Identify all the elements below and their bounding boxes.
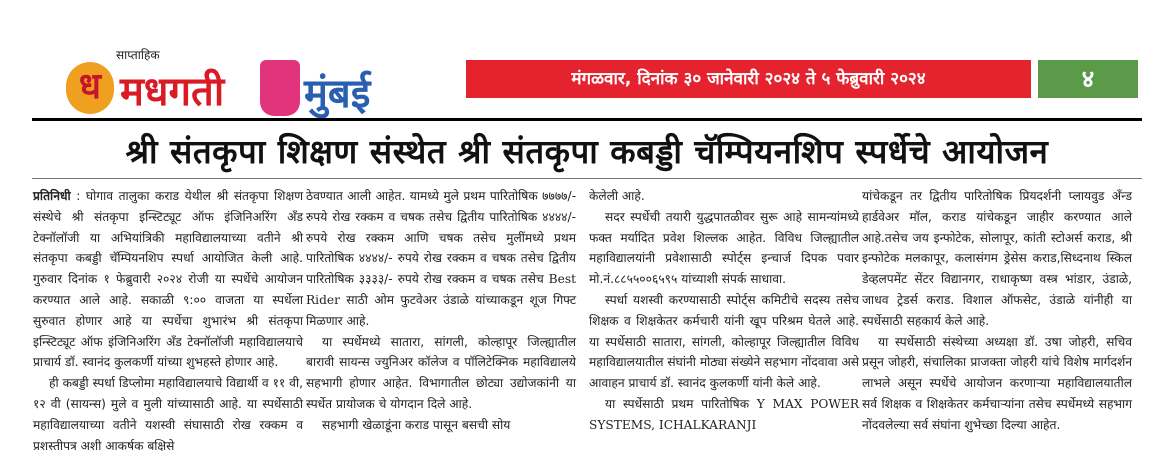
paragraph: सदर स्पर्धेची तयारी युद्धपातळीवर सुरू आहे सामन्यांमध्ये फक्त मर्यादित प्रवेश शिल्लक आहेत. विविध जिल्ह्यातील महाविद्यालयांनी प्रवेशासाठी स्पोर्ट्स इन्चार्ज दिपक पवार मो.नं.८८५५००६५९५ यांच्याशी संपर्क साधावा. bbox=[589, 209, 859, 287]
paragraph: केलेली आहे. bbox=[589, 189, 645, 203]
paragraph-text: साठी ओम फुटवेअर उंडाळे यांच्याकडून शूज गिफ्ट मिळणार आहे. bbox=[306, 292, 577, 328]
raised-fist-icon bbox=[260, 60, 300, 116]
headline: श्री संतकृपा शिक्षण संस्थेत श्री संतकृपा कबड्डी चॅम्पियनशिप स्पर्धेचे आयोजन bbox=[125, 132, 1049, 171]
paragraph bbox=[589, 394, 859, 436]
paragraph-text: : घोगाव तालुका कराड येथील श्री संतकृपा शिक्षण संस्थेचे श्री संतकृपा इन्स्टिट्यूट ऑफ इंजिनिअरिंग अँड टेक्नॉलॉजी या अभियांत्रिकी महाविद्यालयाच्या वतीने श्री संतकृपा कबड्डी चॅम्पियनशिप स्पर्धा आयोजित केली आहे. गुरुवार दिनांक १ फेब्रुवारी २०२४ रोजी या स्पर्धेचे आयोजन करण्यात आले आहे. सकाळी ९:०० वाजता या स्पर्धेला सुरुवात होणार आहे या स्पर्धेचा शुभारंभ श्री संतकृपा इन्स्टिट्यूट ऑफ इंजिनिअरिंग अँड टेक्नॉलॉजी महाविद्यालयाचे प्राचार्य डॉ. स्वानंद कुलकर्णी यांच्या शुभहस्ते होणार आहे. bbox=[33, 189, 304, 370]
paragraph: स्पर्धा यशस्वी करण्यासाठी स्पोर्ट्स कमिटीचे सदस्य तसेच शिक्षक व शिक्षकेतर कर्मचारी यांनी खूप परिश्रम घेतले आहे. या स्पर्धेसाठी सातारा, सांगली, कोल्हापूर जिल्ह्यातील विविध महाविद्यालयातील संघांनी मोठ्या संख्येने सहभाग नोंदवावा असे आवाहन प्राचार्य डॉ. स्वानंद कुलकर्णी यांनी केले आहे. bbox=[589, 292, 859, 391]
best-rider-text: Best Rider bbox=[306, 272, 576, 307]
masthead-rule bbox=[32, 118, 1142, 121]
sponsor-name: Y MAX POWER SYSTEMS, ICHALKARANJI bbox=[589, 396, 860, 432]
date-band bbox=[466, 60, 1031, 98]
paragraph: या स्पर्धेसाठी संस्थेच्या अध्यक्षा डॉ. उषा जोहरी, सचिव प्रसून जोहरी, संचालिका प्राजक्ता जोहरी यांचे विशेष मार्गदर्शन लाभले असून स्पर्धेचे आयोजन करणाऱ्या महाविद्यालयातील सर्व शिक्षक व शिक्षकेतर कर्मचाऱ्यांना तसेच स्पर्धेमध्ये सहभाग नोंदवलेल्या सर्व संघांना शुभेच्छा दिल्या आहेत. bbox=[862, 334, 1132, 432]
paragraph: सहभागी खेळाडूंना कराड पासून बसची सोय bbox=[322, 417, 511, 432]
masthead bbox=[0, 0, 1167, 118]
headline-rule bbox=[32, 178, 1142, 179]
paragraph: या स्पर्धेमध्ये सातारा, सांगली, कोल्हापूर जिल्ह्यातील बारावी सायन्स ज्युनिअर कॉलेज व पॉलिटेक्निक महाविद्यालये सहभागी होणार आहेत. विभागातील छोट्या उद्योजकांनी या स्पर्धेत प्रायोजक चे योगदान दिले आहे. bbox=[306, 334, 576, 411]
article-column-4 bbox=[862, 186, 1132, 436]
weekly-label: साप्ताहिक bbox=[116, 48, 160, 62]
article-column-1 bbox=[33, 186, 303, 456]
paragraph bbox=[306, 186, 576, 332]
logo-word-2: मुंबई bbox=[304, 71, 371, 117]
paragraph bbox=[33, 186, 303, 373]
article-column-3 bbox=[589, 186, 859, 436]
page-number: ४ bbox=[1038, 60, 1138, 98]
byline: प्रतिनिधी bbox=[33, 189, 71, 203]
issue-date: मंगळवार, दिनांक ३० जानेवारी २०२४ ते ५ फेब्रुवारी २०२४ bbox=[571, 69, 926, 89]
paragraph: यांचेकडून तर द्वितीय पारितोषिक प्रियदर्शनी प्लायवुड अँन्ड हार्डवेअर मॉल, कराड यांचेकडून जाहीर करण्यात आले आहे.तसेच जय इन्फोटेक, सोलापूर, कांती स्टोअर्स कराड, श्री इन्फोटेक मलकापूर, कलासंगम ड्रेसेस कराड,सिध्दनाथ स्किल डेव्हलपमेंट सेंटर विद्यानगर, राधाकृष्ण वस्त्र भांडार, उंडाळे, जाधव ट्रेडर्स कराड. विशाल ऑफसेट, उंडाळे यांनीही या स्पर्धेसाठी सहकार्य केले आहे. bbox=[862, 189, 1132, 328]
logo-mark-icon: ध bbox=[66, 62, 114, 114]
paragraph-text: या स्पर्धेसाठी प्रथम पारितोषिक bbox=[605, 396, 750, 411]
article-column-2 bbox=[306, 186, 576, 436]
newspaper-logo bbox=[60, 40, 460, 120]
paragraph: ही कबड्डी स्पर्धा डिप्लोमा महाविद्यालयाचे विद्यार्थी व ११ वी, १२ वी (सायन्स) मुले व मुली यांच्यासाठी आहे. या स्पर्धेसाठी महाविद्यालयाच्या वतीने यशस्वी संघासाठी रोख रक्कम व प्रशस्तीपत्र अशी आकर्षक बक्षिसे bbox=[33, 376, 303, 453]
paragraph-text: ठेवण्यात आली आहेत. यामध्ये मुले प्रथम पारितोषिक ७७७७/- रुपये रोख रक्कम व चषक तसेच द्वितीय पारितोषिक ४४४४/- रुपये रोख रक्कम आणि चषक तसेच मुलींमध्ये प्रथम पारितोषिक ४४४४/- रुपये रोख रक्कम व चषक तसेच द्वितीय पारितोषिक ३३३३/- रुपये रोख रक्कम व चषक तसेच bbox=[306, 189, 576, 287]
logo-word-1: मधगती bbox=[120, 69, 225, 115]
